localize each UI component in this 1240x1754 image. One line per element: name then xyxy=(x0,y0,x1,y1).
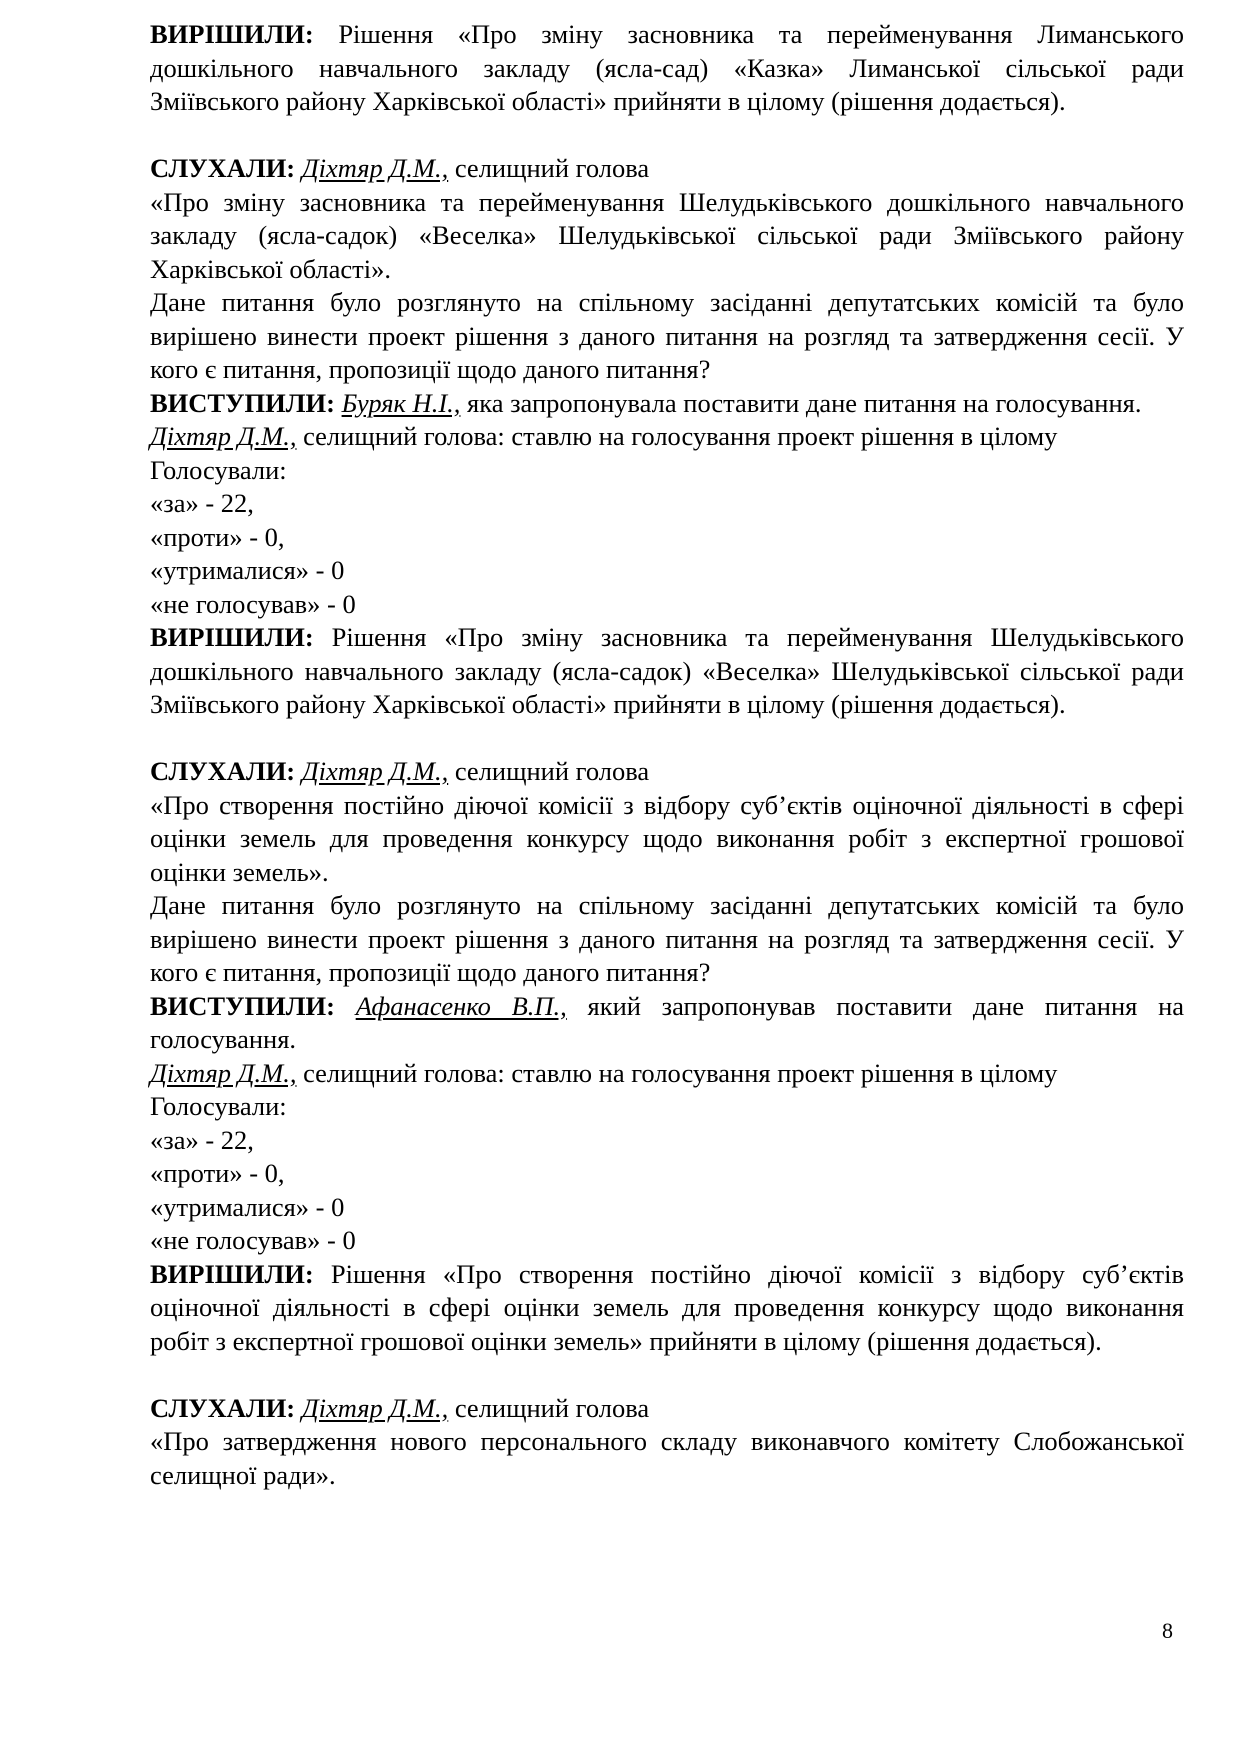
decision-paragraph xyxy=(150,1258,1184,1359)
topic-paragraph: «Про створення постійно діючої комісії з відбору суб’єктів оціночної діяльності в сфері оцінки земель для проведення конкурсу щодо виконання робіт з експертної грошової оцінки земель». xyxy=(150,789,1184,887)
heard-line xyxy=(150,1392,1184,1426)
topic-paragraph: «Про зміну засновника та перейменування Шелудьківського дошкільного навчального закладу (ясла-садок) «Веселка» Шелудьківської сільської ради Зміївського району Харківської області». xyxy=(150,186,1184,284)
spoke-text: який запропонував поставити дане питання на голосування. xyxy=(150,990,1185,1054)
speaker-role: селищний голова xyxy=(448,756,650,786)
heard-line xyxy=(150,755,1184,789)
speaker-name: Діхтяр Д.М., xyxy=(301,1392,449,1423)
decided-label: ВИРІШИЛИ: xyxy=(150,19,314,49)
document-page xyxy=(150,18,1184,1492)
chair-name: Діхтяр Д.М., xyxy=(150,421,297,451)
spacer xyxy=(150,722,1184,756)
heard-line xyxy=(150,152,1184,186)
heard-label: СЛУХАЛИ: xyxy=(150,153,296,183)
chair-name: Діхтяр Д.М., xyxy=(150,1057,297,1088)
chair-line xyxy=(150,1057,1184,1091)
chair-text: селищний голова: ставлю на голосування проект рішення в цілому xyxy=(296,421,1058,451)
spoke-paragraph xyxy=(150,387,1184,421)
decision-text: Рішення «Про створення постійно діючої комісії з відбору суб’єктів оціночної діяльності в сфері оцінки земель для проведення конкурсу щодо виконання робіт з експертної грошової оцінки земель» прийняти в цілому (рішення додається). xyxy=(150,1258,1184,1356)
chair-text: селищний голова: ставлю на голосування проект рішення в цілому xyxy=(296,1057,1058,1088)
spoke-label: ВИСТУПИЛИ: xyxy=(150,990,335,1021)
spoke-text: яка запропонувала поставити дане питання на голосування. xyxy=(460,387,1142,418)
voted-label: Голосували: xyxy=(150,454,287,485)
decision-text: Рішення «Про зміну засновника та перейменування Шелудьківського дошкільного навчального закладу (ясла-садок) «Веселка» Шелудьківської сільської ради Зміївського району Харківської області» прийняти в цілому (рішення додається). xyxy=(150,622,1184,719)
speaker-role: селищний голова xyxy=(448,1392,650,1423)
spacer xyxy=(150,1358,1184,1392)
spoke-name: Буряк Н.І., xyxy=(341,387,461,418)
chair-line xyxy=(150,420,1184,454)
vote-for: «за» - 22, xyxy=(150,1124,254,1155)
topic-paragraph: «Про затвердження нового персонального складу виконавчого комітету Слобожанської селищної ради». xyxy=(150,1426,1184,1490)
voted-label: Голосували: xyxy=(150,1091,287,1121)
spoke-name: Афанасенко В.П., xyxy=(355,990,567,1021)
vote-not-voting: «не голосував» - 0 xyxy=(150,1225,356,1255)
vote-abstained: «утрималися» - 0 xyxy=(150,1191,345,1222)
discussion-paragraph: Дане питання було розглянуто на спільному засіданні депутатських комісій та було вирішено винести проект рішення з даного питання на розгляд та затвердження сесії. У кого є питання, пропозиції щодо даного питання? xyxy=(150,890,1184,987)
vote-for: «за» - 22, xyxy=(150,488,254,518)
discussion-paragraph: Дане питання було розглянуто на спільному засіданні депутатських комісій та було вирішено винести проект рішення з даного питання на розгляд та затвердження сесії. У кого є питання, пропозиції щодо даного питання? xyxy=(150,287,1184,384)
speaker-name: Діхтяр Д.М., xyxy=(301,153,449,183)
vote-against: «проти» - 0, xyxy=(150,521,285,552)
vote-against: «проти» - 0, xyxy=(150,1158,285,1188)
spacer xyxy=(150,119,1184,153)
decision-paragraph xyxy=(150,18,1184,119)
page-number: 8 xyxy=(1162,1618,1173,1643)
decision-text: Рішення «Про зміну засновника та перейменування Лиманського дошкільного навчального закладу (ясла-сад) «Казка» Лиманської сільської ради Зміївського району Харківської області» прийняти в цілому (рішення додається). xyxy=(150,19,1184,116)
spoke-paragraph xyxy=(150,990,1184,1057)
vote-abstained: «утрималися» - 0 xyxy=(150,555,345,585)
spoke-label: ВИСТУПИЛИ: xyxy=(150,387,335,418)
heard-label: СЛУХАЛИ: xyxy=(150,1392,296,1423)
heard-label: СЛУХАЛИ: xyxy=(150,756,296,786)
decided-label: ВИРІШИЛИ: xyxy=(150,622,314,652)
decision-paragraph xyxy=(150,621,1184,722)
speaker-name: Діхтяр Д.М., xyxy=(301,756,449,786)
decided-label: ВИРІШИЛИ: xyxy=(150,1258,314,1289)
speaker-role: селищний голова xyxy=(448,153,650,183)
vote-not-voting: «не голосував» - 0 xyxy=(150,588,356,619)
